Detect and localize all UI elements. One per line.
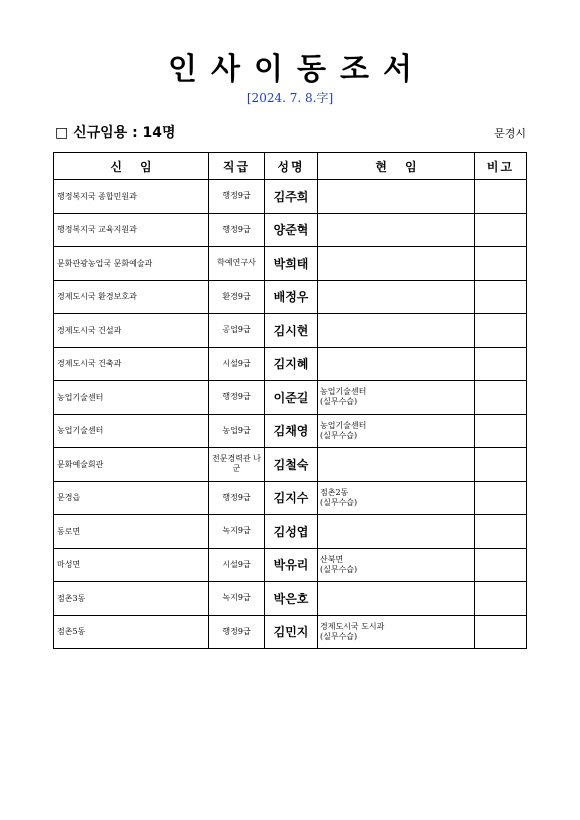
person-name: 양준혁 xyxy=(265,213,318,247)
header-name: 성명 xyxy=(265,153,318,180)
personnel-table xyxy=(53,152,527,649)
person-name: 김철숙 xyxy=(265,448,318,482)
remarks xyxy=(475,448,527,482)
new-department: 문경읍 xyxy=(54,481,209,515)
current-post xyxy=(318,213,475,247)
remarks xyxy=(475,280,527,314)
current-post-line1: 경제도시국 도시과 xyxy=(320,621,385,631)
current-post-line2: (실무수습) xyxy=(320,430,358,440)
new-department: 동로면 xyxy=(54,515,209,549)
rank: 행정9급 xyxy=(209,180,265,214)
rank: 농업9급 xyxy=(209,414,265,448)
remarks xyxy=(475,314,527,348)
person-name: 김성엽 xyxy=(265,515,318,549)
rank: 행정9급 xyxy=(209,615,265,649)
table-row xyxy=(54,515,527,549)
new-department: 행정복지국 종합민원과 xyxy=(54,180,209,214)
table-row xyxy=(54,314,527,348)
current-post-line2: (실무수습) xyxy=(320,564,358,574)
new-department: 행정복지국 교육지원과 xyxy=(54,213,209,247)
rank: 공업9급 xyxy=(209,314,265,348)
remarks xyxy=(475,548,527,582)
remarks xyxy=(475,481,527,515)
new-department: 경제도시국 건축과 xyxy=(54,347,209,381)
person-name: 배정우 xyxy=(265,280,318,314)
remarks xyxy=(475,615,527,649)
current-post xyxy=(318,381,475,415)
current-post xyxy=(318,280,475,314)
current-post xyxy=(318,582,475,616)
section-heading: □ 신규임용 : 14명 xyxy=(55,125,176,141)
remarks xyxy=(475,414,527,448)
remarks xyxy=(475,213,527,247)
person-name: 박은호 xyxy=(265,582,318,616)
person-name: 김지혜 xyxy=(265,347,318,381)
rank: 행정9급 xyxy=(209,381,265,415)
person-name: 김주희 xyxy=(265,180,318,214)
person-name: 김민지 xyxy=(265,615,318,649)
header-rank: 직급 xyxy=(209,153,265,180)
table-row xyxy=(54,481,527,515)
table-row xyxy=(54,280,527,314)
table-row xyxy=(54,414,527,448)
current-post-line2: (실무수습) xyxy=(320,397,358,407)
header-remarks: 비고 xyxy=(475,153,527,180)
new-department: 문화관광농업국 문화예술과 xyxy=(54,247,209,281)
new-department: 경제도시국 건설과 xyxy=(54,314,209,348)
rank: 녹지9급 xyxy=(209,582,265,616)
current-post-line2: (실무수습) xyxy=(320,631,358,641)
current-post xyxy=(318,347,475,381)
current-post-line1: 농업기술센터 xyxy=(320,420,367,430)
remarks xyxy=(475,381,527,415)
person-name: 김지수 xyxy=(265,481,318,515)
header-current-post: 현임 xyxy=(318,153,475,180)
rank: 학예연구사 xyxy=(209,247,265,281)
table-body xyxy=(54,180,527,649)
current-post xyxy=(318,414,475,448)
current-post xyxy=(318,314,475,348)
remarks xyxy=(475,515,527,549)
person-name: 이준길 xyxy=(265,381,318,415)
rank: 전문경력관 나군 xyxy=(209,448,265,482)
remarks xyxy=(475,582,527,616)
table-row xyxy=(54,213,527,247)
table-row xyxy=(54,381,527,415)
rank: 시설9급 xyxy=(209,548,265,582)
table-row xyxy=(54,180,527,214)
table-row xyxy=(54,247,527,281)
current-post-line1: 점촌2동 xyxy=(320,487,349,497)
page-title: 인사이동조서 xyxy=(168,52,426,87)
person-name: 박희태 xyxy=(265,247,318,281)
table-row xyxy=(54,448,527,482)
remarks xyxy=(475,347,527,381)
current-post xyxy=(318,247,475,281)
rank: 행정9급 xyxy=(209,213,265,247)
table-row xyxy=(54,615,527,649)
current-post xyxy=(318,180,475,214)
current-post-line1: 산북면 xyxy=(320,554,344,564)
new-department: 경제도시국 환경보호과 xyxy=(54,280,209,314)
table-row xyxy=(54,548,527,582)
table-row xyxy=(54,582,527,616)
person-name: 김채영 xyxy=(265,414,318,448)
current-post-line2: (실무수습) xyxy=(320,497,358,507)
new-department: 문화예술회관 xyxy=(54,448,209,482)
new-department: 점촌3동 xyxy=(54,582,209,616)
current-post xyxy=(318,515,475,549)
organization-name: 문경시 xyxy=(494,127,526,140)
current-post-line1: 농업기술센터 xyxy=(320,387,367,397)
new-department: 마성면 xyxy=(54,548,209,582)
remarks xyxy=(475,180,527,214)
rank: 행정9급 xyxy=(209,481,265,515)
new-department: 농업기술센터 xyxy=(54,381,209,415)
rank: 시설9급 xyxy=(209,347,265,381)
current-post xyxy=(318,481,475,515)
current-post xyxy=(318,615,475,649)
rank: 환경9급 xyxy=(209,280,265,314)
current-post xyxy=(318,448,475,482)
document-date: [2024. 7. 8.字] xyxy=(246,91,334,105)
person-name: 김시현 xyxy=(265,314,318,348)
new-department: 농업기술센터 xyxy=(54,414,209,448)
current-post xyxy=(318,548,475,582)
table-header-row xyxy=(54,153,527,180)
remarks xyxy=(475,247,527,281)
person-name: 박유리 xyxy=(265,548,318,582)
header-new-post: 신임 xyxy=(54,153,209,180)
table-row xyxy=(54,347,527,381)
rank: 녹지9급 xyxy=(209,515,265,549)
new-department: 점촌5동 xyxy=(54,615,209,649)
